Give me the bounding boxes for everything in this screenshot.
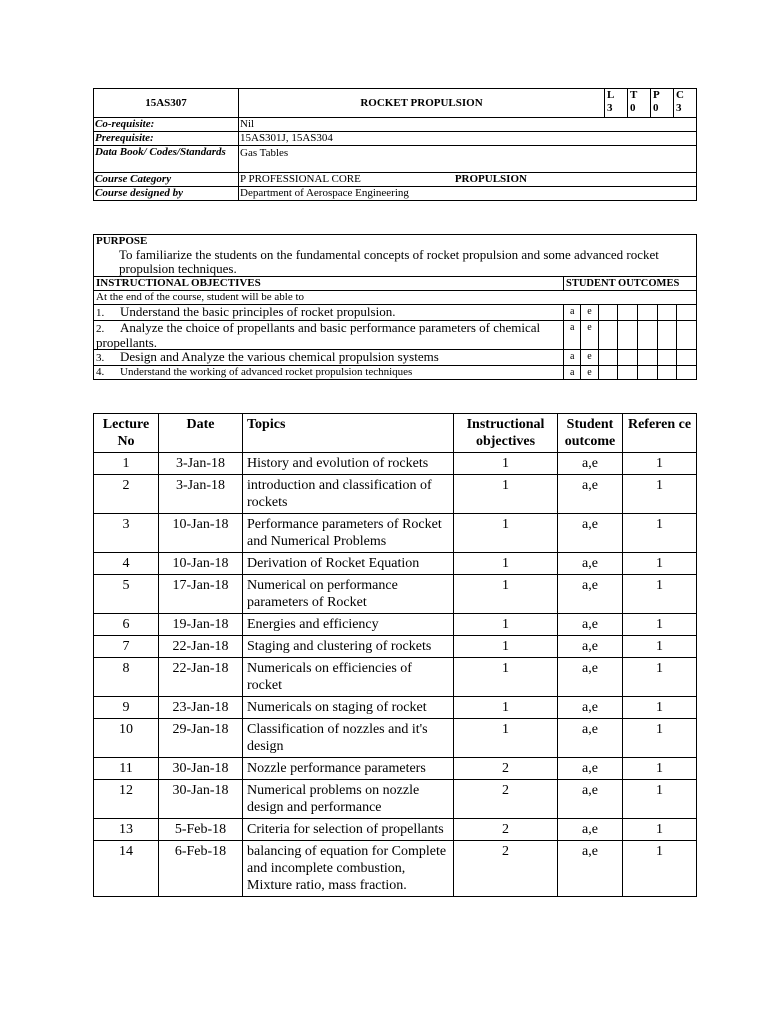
lecture-topic: Derivation of Rocket Equation: [243, 553, 454, 575]
header-student-outcome: Student outcome: [558, 414, 623, 453]
lecture-reference: 1: [623, 553, 697, 575]
lecture-topic: Numericals on efficiencies of rocket: [243, 658, 454, 697]
lecture-topic: Nozzle performance parameters: [243, 758, 454, 780]
lecture-objective: 2: [454, 758, 558, 780]
lecture-outcome: a,e: [558, 575, 623, 614]
lecture-row: [94, 819, 697, 841]
lecture-row: [94, 697, 697, 719]
course-group: PROPULSION: [454, 173, 527, 185]
lecture-objective: 1: [454, 453, 558, 475]
lecture-reference: 1: [623, 475, 697, 514]
header-date: Date: [159, 414, 243, 453]
lecture-row: [94, 658, 697, 697]
lecture-no: 8: [94, 658, 159, 697]
lecture-date: 22-Jan-18: [159, 636, 243, 658]
lecture-outcome: a,e: [558, 697, 623, 719]
lecture-objective: 1: [454, 697, 558, 719]
lecture-no: 14: [94, 841, 159, 897]
lecture-objective: 1: [454, 514, 558, 553]
objective-row: 4. Understand the working of advanced rocket propulsion techniques a e: [94, 366, 697, 380]
lecture-row: [94, 758, 697, 780]
lecture-topic: Classification of nozzles and it's design: [243, 719, 454, 758]
lecture-reference: 1: [623, 636, 697, 658]
lecture-objective: 1: [454, 719, 558, 758]
course-title: ROCKET PROPULSION: [239, 89, 605, 118]
lecture-row: [94, 553, 697, 575]
lecture-outcome: a,e: [558, 758, 623, 780]
lecture-date: 19-Jan-18: [159, 614, 243, 636]
lecture-no: 12: [94, 780, 159, 819]
lecture-row: [94, 575, 697, 614]
lecture-row: [94, 841, 697, 897]
lecture-outcome: a,e: [558, 841, 623, 897]
info-row: Data Book/ Codes/Standards Gas Tables: [94, 146, 697, 173]
lecture-reference: 1: [623, 780, 697, 819]
lecture-date: 30-Jan-18: [159, 780, 243, 819]
lecture-no: 7: [94, 636, 159, 658]
lecture-outcome: a,e: [558, 780, 623, 819]
lecture-objective: 1: [454, 658, 558, 697]
lecture-no: 2: [94, 475, 159, 514]
lecture-reference: 1: [623, 614, 697, 636]
lecture-outcome: a,e: [558, 514, 623, 553]
lecture-topic: Staging and clustering of rockets: [243, 636, 454, 658]
student-outcomes-heading: STUDENT OUTCOMES: [564, 277, 697, 291]
ltpc-l: L 3: [605, 89, 628, 118]
course-info-table: [93, 88, 697, 201]
lecture-topic: Numerical on performance parameters of Rocket: [243, 575, 454, 614]
lecture-date: 22-Jan-18: [159, 658, 243, 697]
header-lecture-no: Lecture No: [94, 414, 159, 453]
lecture-topic: Performance parameters of Rocket and Numerical Problems: [243, 514, 454, 553]
objectives-intro: At the end of the course, student will be able to: [94, 291, 697, 305]
ltpc-c: C 3: [674, 89, 697, 118]
lecture-no: 4: [94, 553, 159, 575]
objectives-heading: INSTRUCTIONAL OBJECTIVES: [94, 277, 564, 291]
lecture-reference: 1: [623, 514, 697, 553]
lecture-topic: Numericals on staging of rocket: [243, 697, 454, 719]
info-row: Course Category P PROFESSIONAL CORE PROPULSION: [94, 173, 697, 187]
info-row: Prerequisite: 15AS301J, 15AS304: [94, 132, 697, 146]
lecture-no: 13: [94, 819, 159, 841]
lecture-reference: 1: [623, 758, 697, 780]
lecture-row: [94, 514, 697, 553]
lecture-date: 10-Jan-18: [159, 553, 243, 575]
header-instructional-objectives: Instructional objectives: [454, 414, 558, 453]
ltpc-p: P 0: [651, 89, 674, 118]
lecture-reference: 1: [623, 697, 697, 719]
lecture-objective: 1: [454, 553, 558, 575]
lecture-objective: 2: [454, 819, 558, 841]
lecture-date: 3-Jan-18: [159, 475, 243, 514]
lecture-outcome: a,e: [558, 614, 623, 636]
lecture-date: 30-Jan-18: [159, 758, 243, 780]
lecture-row: [94, 636, 697, 658]
lecture-no: 11: [94, 758, 159, 780]
purpose-text: To familiarize the students on the fundamental concepts of rocket propulsion and some advanced rocket propulsion techniques.: [119, 247, 659, 276]
lecture-outcome: a,e: [558, 453, 623, 475]
lecture-schedule-table: [93, 413, 697, 897]
lecture-date: 10-Jan-18: [159, 514, 243, 553]
lecture-topic: History and evolution of rockets: [243, 453, 454, 475]
lecture-no: 10: [94, 719, 159, 758]
info-row: Co-requisite: Nil: [94, 118, 697, 132]
lecture-topic: introduction and classification of rockets: [243, 475, 454, 514]
course-code: 15AS307: [94, 89, 239, 118]
lecture-objective: 1: [454, 575, 558, 614]
lecture-row: [94, 453, 697, 475]
lecture-objective: 2: [454, 841, 558, 897]
lecture-no: 5: [94, 575, 159, 614]
purpose-section: [94, 235, 697, 277]
lecture-reference: 1: [623, 719, 697, 758]
lecture-reference: 1: [623, 841, 697, 897]
lecture-row: [94, 719, 697, 758]
lecture-outcome: a,e: [558, 819, 623, 841]
objective-row: 1. Understand the basic principles of rocket propulsion. a e: [94, 305, 697, 321]
lecture-date: 6-Feb-18: [159, 841, 243, 897]
lecture-date: 23-Jan-18: [159, 697, 243, 719]
lecture-topic: balancing of equation for Complete and incomplete combustion, Mixture ratio, mass fraction.: [243, 841, 454, 897]
ltpc-t: T 0: [628, 89, 651, 118]
lecture-row: [94, 780, 697, 819]
lecture-objective: 2: [454, 780, 558, 819]
lecture-no: 1: [94, 453, 159, 475]
lecture-objective: 1: [454, 636, 558, 658]
lecture-outcome: a,e: [558, 475, 623, 514]
lecture-topic: Numerical problems on nozzle design and performance: [243, 780, 454, 819]
purpose-heading: PURPOSE: [96, 235, 148, 247]
lecture-date: 3-Jan-18: [159, 453, 243, 475]
lecture-outcome: a,e: [558, 719, 623, 758]
header-reference: Referen ce: [623, 414, 697, 453]
lecture-outcome: a,e: [558, 636, 623, 658]
lecture-no: 3: [94, 514, 159, 553]
info-row: Course designed by Department of Aerospace Engineering: [94, 187, 697, 201]
lecture-topic: Energies and efficiency: [243, 614, 454, 636]
lecture-reference: 1: [623, 575, 697, 614]
lecture-date: 17-Jan-18: [159, 575, 243, 614]
lecture-row: [94, 475, 697, 514]
lecture-no: 6: [94, 614, 159, 636]
lecture-date: 5-Feb-18: [159, 819, 243, 841]
lecture-objective: 1: [454, 475, 558, 514]
schedule-header-row: [94, 414, 697, 453]
lecture-row: [94, 614, 697, 636]
lecture-reference: 1: [623, 453, 697, 475]
lecture-reference: 1: [623, 819, 697, 841]
lecture-topic: Criteria for selection of propellants: [243, 819, 454, 841]
lecture-no: 9: [94, 697, 159, 719]
objective-row: 2. Analyze the choice of propellants and basic performance parameters of chemical propellants. a e: [94, 321, 697, 350]
header-topics: Topics: [243, 414, 454, 453]
lecture-reference: 1: [623, 658, 697, 697]
lecture-date: 29-Jan-18: [159, 719, 243, 758]
objective-row: 3. Design and Analyze the various chemical propulsion systems a e: [94, 350, 697, 366]
lecture-outcome: a,e: [558, 658, 623, 697]
purpose-objectives-table: [93, 234, 697, 380]
lecture-outcome: a,e: [558, 553, 623, 575]
lecture-objective: 1: [454, 614, 558, 636]
